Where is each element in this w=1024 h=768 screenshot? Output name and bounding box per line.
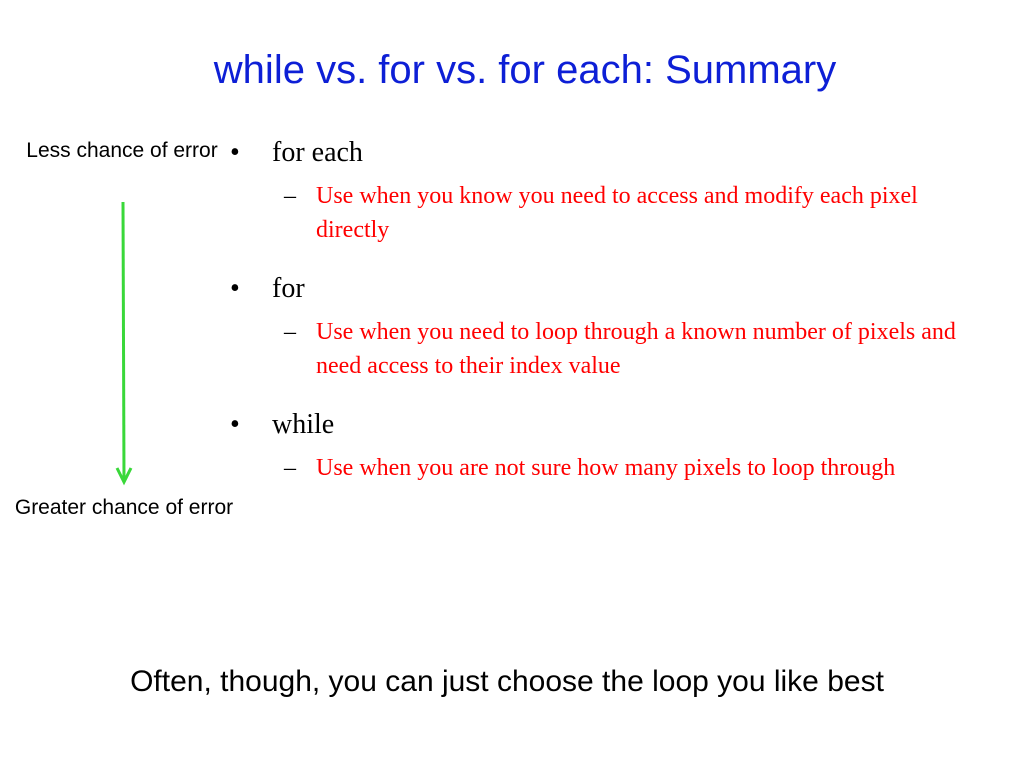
bullet-description-text: Use when you are not sure how many pixels to loop through [316, 455, 896, 481]
bullet-description-text: Use when you know you need to access and modify each pixel directly [316, 183, 918, 243]
dash-icon: – [284, 183, 296, 209]
bullet-heading [230, 405, 990, 445]
bullet-heading-text: for [272, 273, 305, 304]
footer-note: Often, though, you can just choose the loop you like best [130, 665, 884, 698]
bullet-heading-text: for each [272, 137, 363, 168]
bullet-description-text: Use when you need to loop through a known number of pixels and need access to their index value [316, 319, 956, 379]
bullet-item-while [230, 405, 990, 485]
bullet-heading [230, 133, 990, 173]
bullet-item-for [230, 269, 990, 383]
bullet-description [230, 315, 990, 383]
bullet-description [230, 179, 990, 247]
bullet-item-for-each [230, 133, 990, 247]
bullet-heading-text: while [272, 409, 335, 440]
bullet-dot-icon: • [230, 409, 240, 440]
slide-title: while vs. for vs. for each: Summary [213, 48, 837, 92]
dash-icon: – [284, 319, 296, 345]
bullet-description [230, 451, 990, 485]
bullet-dot-icon: • [230, 273, 240, 304]
dash-icon: – [284, 455, 296, 481]
bullet-dot-icon: • [230, 137, 240, 168]
down-arrow-icon [104, 196, 144, 490]
bullet-list [230, 133, 990, 507]
bullet-heading [230, 269, 990, 309]
greater-chance-label: Greater chance of error [14, 496, 234, 519]
less-chance-label: Less chance of error [26, 139, 218, 162]
